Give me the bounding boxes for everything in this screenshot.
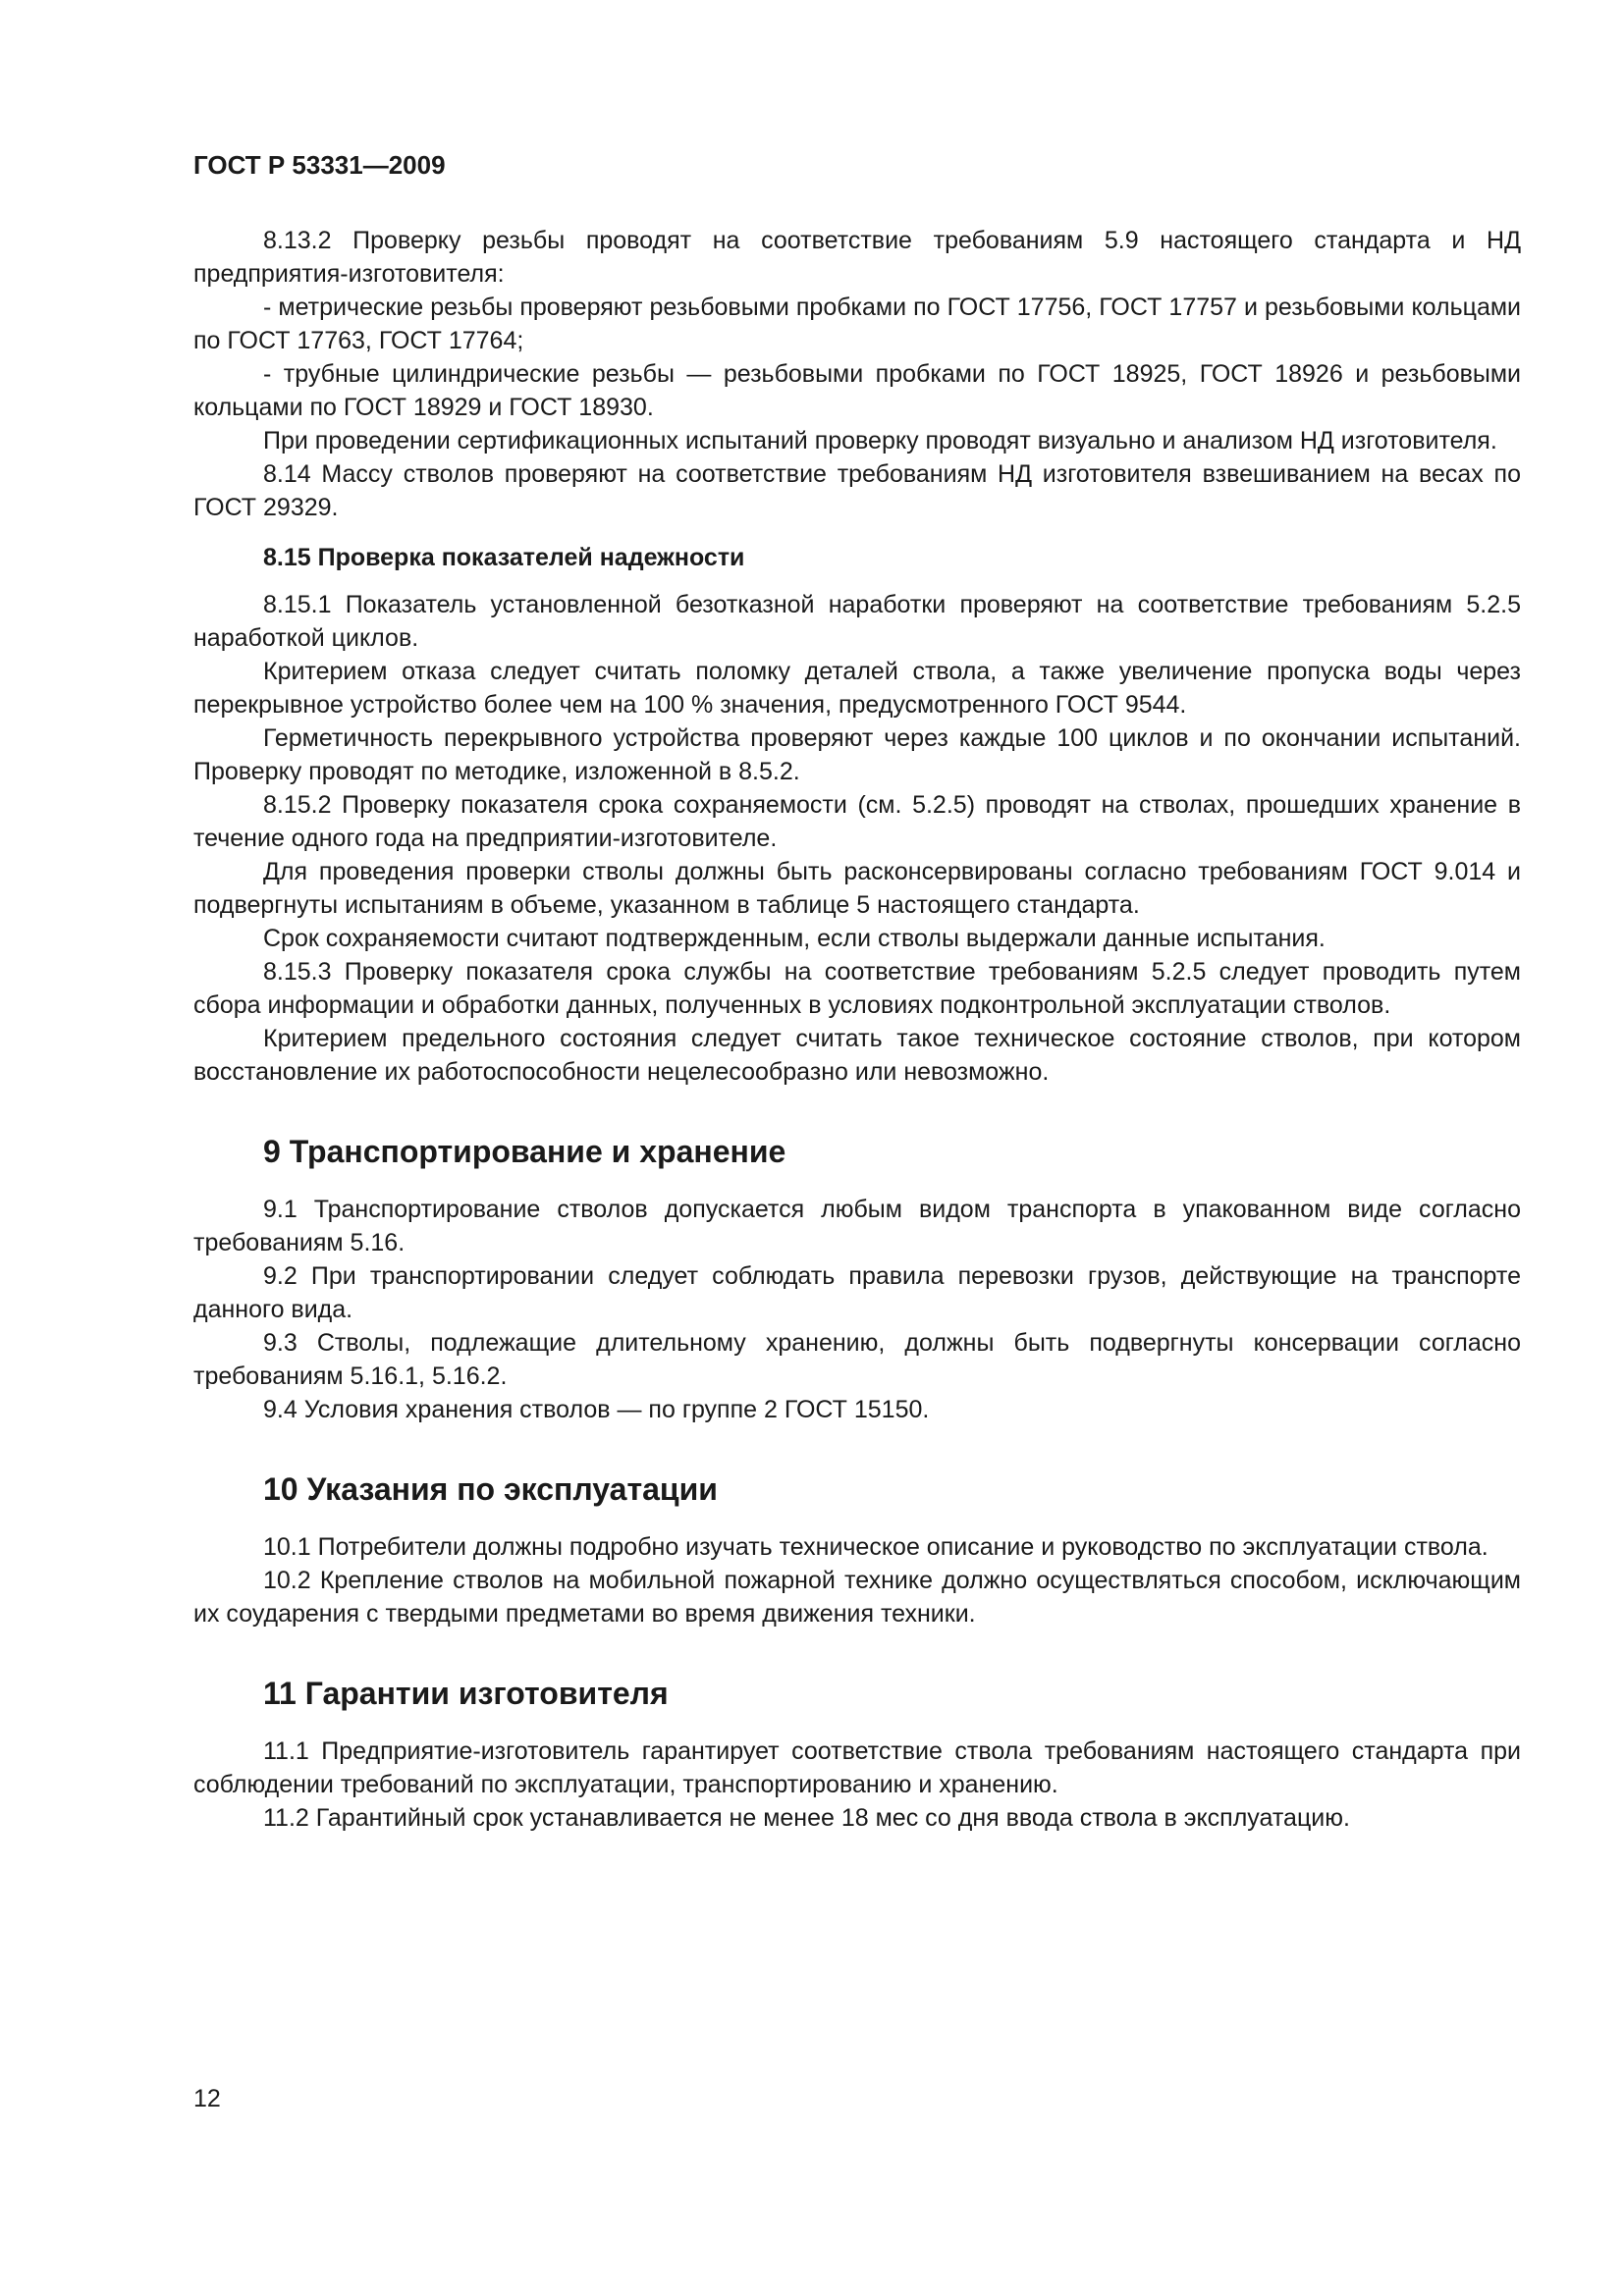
paragraph: 9.2 При транспортировании следует соблюдать правила перевозки грузов, действующие на транспорте данного вида. [193, 1262, 1521, 1323]
paragraph: 9.3 Стволы, подлежащие длительному хранению, должны быть подвергнуты консервации согласно требованиям 5.16.1, 5.16.2. [193, 1329, 1521, 1390]
document-body [193, 224, 1521, 1835]
paragraph: 9.4 Условия хранения стволов — по группе 2 ГОСТ 15150. [263, 1396, 930, 1423]
paragraph: Критерием отказа следует считать поломку деталей ствола, а также увеличение пропуска воды через перекрывное устройство более чем на 100 % значения, предусмотренного ГОСТ 9544. [193, 658, 1521, 719]
section-heading: 9 Транспортирование и хранение [263, 1134, 786, 1169]
paragraph: 11.1 Предприятие-изготовитель гарантирует соответствие ствола требованиям настоящего стандарта при соблюдении требований по эксплуатации, транспортированию и хранению. [193, 1737, 1521, 1798]
paragraph: 8.15.1 Показатель установленной безотказной наработки проверяют на соответствие требованиям 5.2.5 наработкой циклов. [193, 591, 1521, 652]
section-heading: 11 Гарантии изготовителя [263, 1676, 669, 1711]
paragraph: Для проведения проверки стволы должны быть расконсервированы согласно требованиям ГОСТ 9.014 и подвергнуты испытаниям в объеме, указанном в таблице 5 настоящего стандарта. [193, 858, 1521, 919]
paragraph: 8.15.2 Проверку показателя срока сохраняемости (см. 5.2.5) проводят на стволах, прошедших хранение в течение одного года на предприятии-изготовителе. [193, 791, 1521, 852]
running-header: ГОСТ Р 53331—2009 [193, 150, 446, 180]
paragraph: Срок сохраняемости считают подтвержденным, если стволы выдержали данные испытания. [263, 925, 1326, 952]
paragraph: 11.2 Гарантийный срок устанавливается не менее 18 мес со дня ввода ствола в эксплуатацию. [263, 1804, 1350, 1832]
paragraph: 8.14 Массу стволов проверяют на соответствие требованиям НД изготовителя взвешиванием на весах по ГОСТ 29329. [193, 460, 1521, 521]
paragraph: Герметичность перекрывного устройства проверяют через каждые 100 циклов и по окончании испытаний. Проверку проводят по методике, изложенной в 8.5.2. [193, 724, 1521, 785]
page-number: 12 [193, 2085, 221, 2112]
paragraph: 9.1 Транспортирование стволов допускается любым видом транспорта в упакованном виде согласно требованиям 5.16. [193, 1196, 1521, 1256]
paragraph: При проведении сертификационных испытаний проверку проводят визуально и анализом НД изготовителя. [263, 427, 1497, 454]
paragraph: - метрические резьбы проверяют резьбовыми пробками по ГОСТ 17756, ГОСТ 17757 и резьбовыми кольцами по ГОСТ 17763, ГОСТ 17764; [193, 294, 1521, 354]
paragraph: - трубные цилиндрические резьбы — резьбовыми пробками по ГОСТ 18925, ГОСТ 18926 и резьбовыми кольцами по ГОСТ 18929 и ГОСТ 18930. [193, 360, 1521, 421]
subsection-heading: 8.15 Проверка показателей надежности [263, 544, 745, 571]
paragraph: 10.2 Крепление стволов на мобильной пожарной технике должно осуществляться способом, исключающим их соударения с твердыми предметами во время движения техники. [193, 1567, 1521, 1628]
paragraph: Критерием предельного состояния следует считать такое техническое состояние стволов, при котором восстановление их работоспособности нецелесообразно или невозможно. [193, 1025, 1521, 1086]
paragraph: 10.1 Потребители должны подробно изучать техническое описание и руководство по эксплуатации ствола. [263, 1533, 1489, 1561]
paragraph: 8.13.2 Проверку резьбы проводят на соответствие требованиям 5.9 настоящего стандарта и НД предприятия-изготовителя: [193, 227, 1521, 288]
section-heading: 10 Указания по эксплуатации [263, 1471, 718, 1507]
paragraph: 8.15.3 Проверку показателя срока службы на соответствие требованиям 5.2.5 следует проводить путем сбора информации и обработки данных, полученных в условиях подконтрольной эксплуатации стволов. [193, 958, 1521, 1019]
